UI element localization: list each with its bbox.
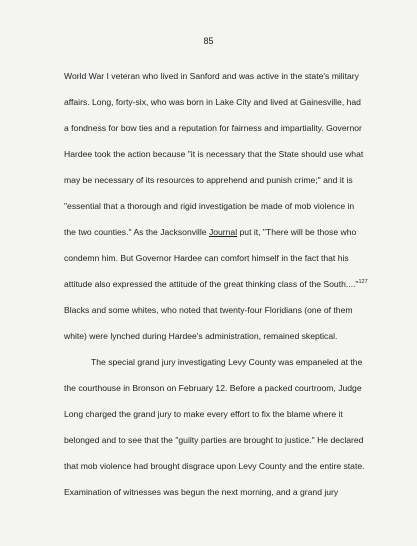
body-line: Hardee took the action because "it is necessary that the State should use what: [64, 149, 364, 159]
body-line: belonged and to see that the "guilty parties are brought to justice." He declared: [64, 435, 364, 445]
page-number: 85: [203, 36, 214, 46]
body-line: affairs. Long, forty-six, who was born in Lake City and lived at Gainesville, had: [64, 97, 361, 107]
body-line: World War I veteran who lived in Sanford and was active in the state's military: [64, 71, 359, 81]
footnote-reference: 127: [358, 279, 368, 286]
line-text: attitude also expressed the attitude of the great thinking class of the South....": [64, 279, 359, 289]
body-line: "essential that a thorough and rigid investigation be made of mob violence in: [64, 201, 355, 211]
body-line: [64, 227, 356, 237]
body-line: white) were lynched during Hardee's administration, remained skeptical.: [64, 331, 338, 341]
line-text: the two counties." As the Jacksonville: [64, 227, 209, 237]
body-line: Blacks and some whites, who noted that twenty-four Floridians (one of them: [64, 305, 353, 315]
body-line: a fondness for bow ties and a reputation for fairness and impartiality. Governor: [64, 123, 362, 133]
body-line: Examination of witnesses was begun the next morning, and a grand jury: [64, 487, 339, 497]
body-line: that mob violence had brought disgrace upon Levy County and the entire state.: [64, 461, 365, 471]
body-line: Long charged the grand jury to make every effort to fix the blame where it: [64, 409, 343, 419]
body-line: condemn him. But Governor Hardee can comfort himself in the fact that his: [64, 253, 349, 263]
journal-title: Journal: [208, 227, 238, 237]
line-text: put it, "There will be those who: [237, 227, 357, 237]
body-line: may be necessary of its resources to apprehend and punish crime;" and it is: [64, 175, 353, 185]
body-line: [64, 279, 368, 289]
body-line: the courthouse in Bronson on February 12. Before a packed courtroom, Judge: [64, 383, 362, 393]
body-line: The special grand jury investigating Levy County was empaneled at the: [91, 357, 363, 367]
